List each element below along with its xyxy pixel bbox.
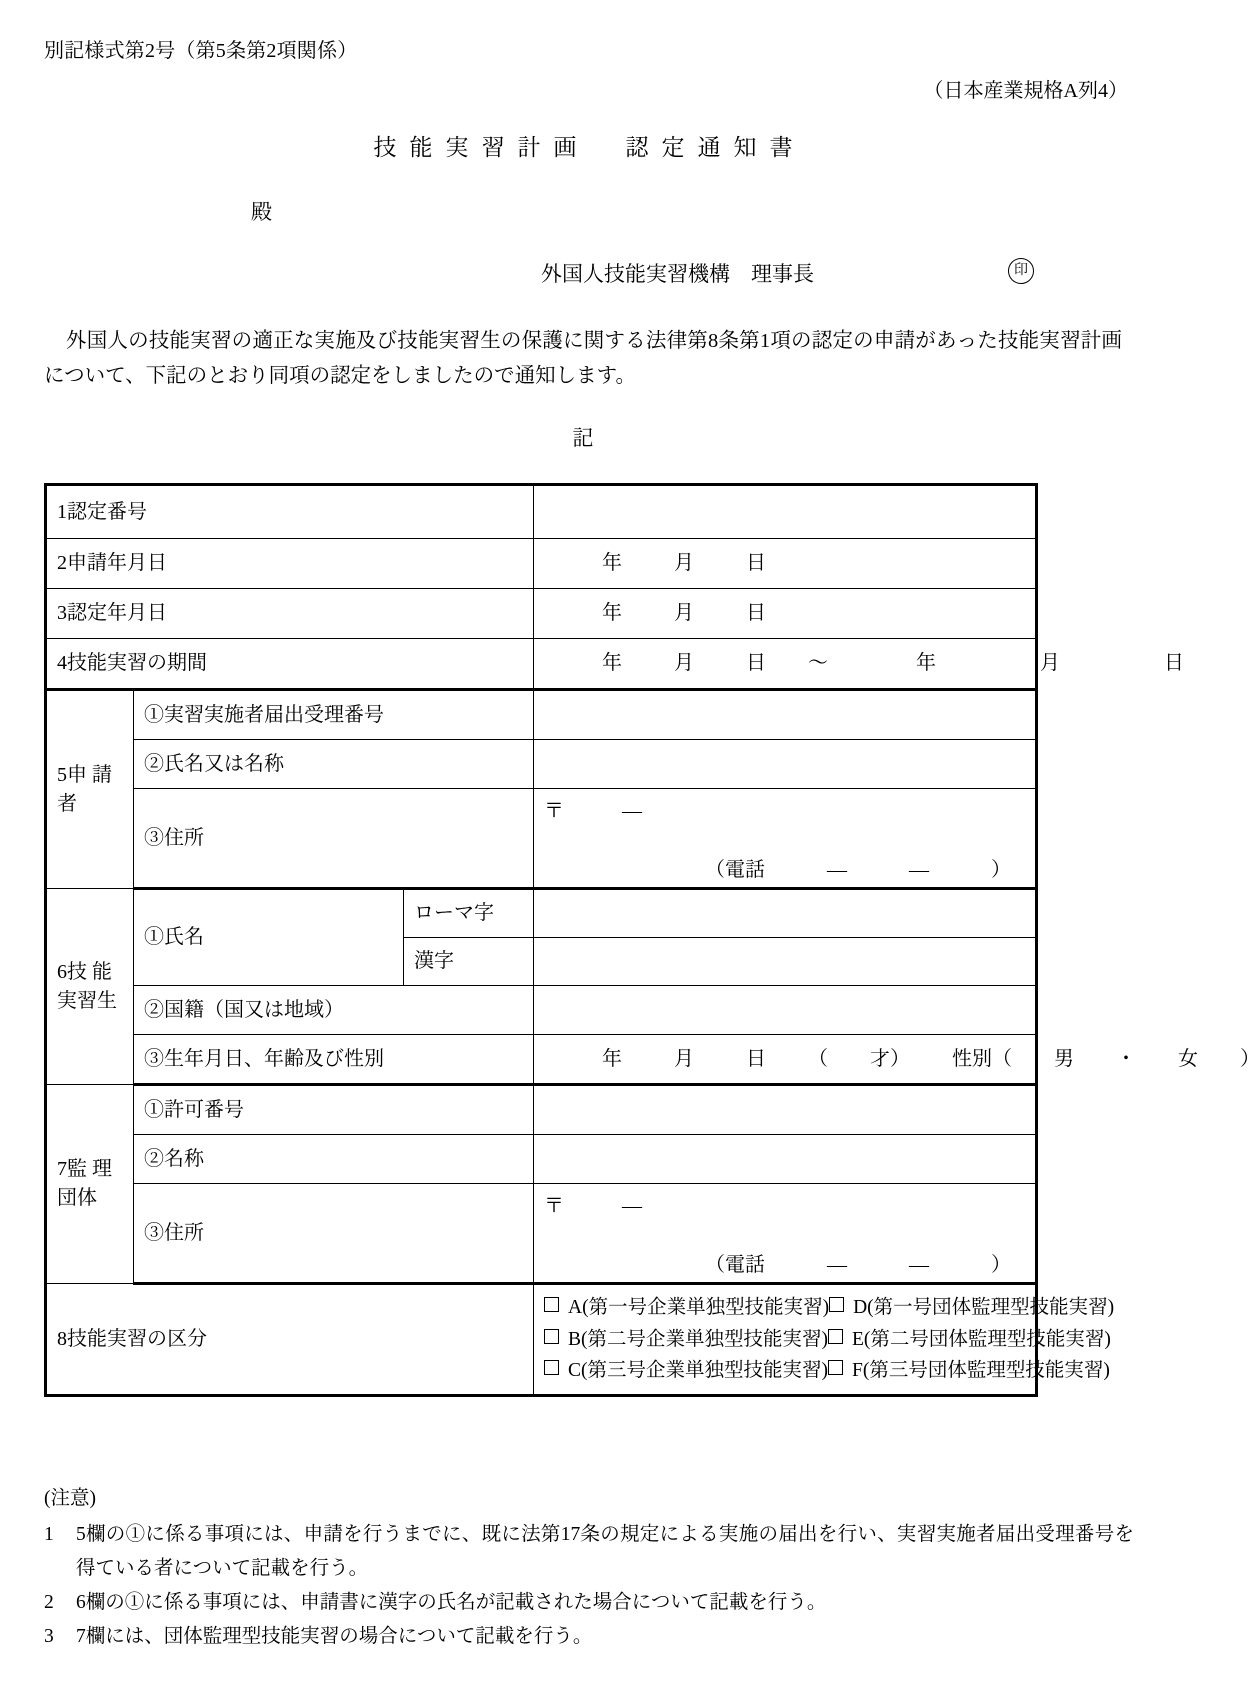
checkbox-option-a[interactable] bbox=[544, 1292, 829, 1324]
section-label-applicant-line2: 者 bbox=[57, 792, 77, 815]
postal-code-icon: 〒 bbox=[544, 800, 565, 822]
applicant-tel-close: ） bbox=[991, 859, 1011, 881]
ki-mark: 記 bbox=[572, 426, 594, 450]
row-label-applicant-name: ②氏名又は名称 bbox=[134, 740, 534, 789]
row-label-supervising-license-number: ①許可番号 bbox=[134, 1085, 534, 1135]
row-value-supervising-license-number[interactable] bbox=[534, 1085, 1037, 1135]
checkbox-option-f[interactable] bbox=[828, 1355, 1110, 1387]
row-value-applicant-name[interactable] bbox=[534, 740, 1037, 789]
row-label-applicant-address: ③住所 bbox=[134, 789, 534, 889]
age-unit: 才） bbox=[870, 1047, 911, 1070]
note-item bbox=[44, 1620, 1134, 1654]
approval-day: 日 bbox=[746, 602, 767, 624]
supervising-tel-dash1: — bbox=[827, 1254, 847, 1276]
checkbox-label-f: F(第三号団体監理型技能実習) bbox=[852, 1360, 1110, 1382]
row-label-training-category: 8技能実習の区分 bbox=[46, 1284, 534, 1396]
gender-male[interactable]: 男 bbox=[1054, 1047, 1075, 1070]
supervising-tel-line bbox=[544, 1221, 1025, 1280]
checkbox-label-a: A(第一号企業単独型技能実習) bbox=[568, 1297, 830, 1318]
gender-separator: ・ bbox=[1116, 1047, 1137, 1070]
applicant-postal-line bbox=[544, 791, 1025, 826]
section-label-trainee bbox=[46, 889, 134, 1085]
table-row bbox=[46, 1184, 1037, 1284]
row-value-certification-number[interactable] bbox=[534, 485, 1037, 539]
checkbox-row bbox=[544, 1292, 1115, 1324]
supervising-tel-dash2: — bbox=[909, 1254, 929, 1276]
checkbox-icon[interactable] bbox=[544, 1297, 559, 1312]
period-from-day: 日 bbox=[746, 652, 767, 674]
birth-day: 日 bbox=[746, 1047, 767, 1070]
row-value-training-period[interactable] bbox=[534, 639, 1185, 690]
table-row bbox=[46, 1135, 1037, 1184]
row-value-trainee-name-romaji[interactable] bbox=[534, 889, 1037, 938]
checkbox-option-c[interactable] bbox=[544, 1355, 828, 1387]
issuer-name: 外国人技能実習機構 理事長 bbox=[541, 262, 814, 286]
issuer-row bbox=[0, 258, 1166, 288]
row-value-trainee-nationality[interactable] bbox=[534, 986, 1037, 1035]
row-label-trainee-name: ①氏名 bbox=[134, 889, 404, 986]
row-value-supervising-name[interactable] bbox=[534, 1135, 1037, 1184]
supervising-postal-dash: — bbox=[622, 1195, 643, 1217]
row-label-trainee-birth: ③生年月日、年齢及び性別 bbox=[134, 1035, 534, 1085]
checkbox-option-e[interactable] bbox=[828, 1324, 1111, 1356]
period-to-month: 月 bbox=[1040, 652, 1061, 674]
note-number: 1 bbox=[44, 1524, 54, 1545]
note-number: 2 bbox=[44, 1592, 54, 1613]
table-row bbox=[46, 690, 1037, 740]
age-open-paren: （ bbox=[808, 1047, 829, 1070]
section-label-trainee-line1: 6技 能 bbox=[57, 960, 112, 983]
section-label-supervising-org-line2: 団体 bbox=[57, 1187, 97, 1209]
row-label-certification-number: 1認定番号 bbox=[46, 485, 534, 539]
form-number: 別記様式第2号（第5条第2項関係） bbox=[44, 40, 358, 62]
checkbox-label-e: E(第二号団体監理型技能実習) bbox=[852, 1328, 1111, 1350]
application-year: 年 bbox=[602, 552, 623, 574]
checkbox-icon[interactable] bbox=[544, 1329, 559, 1344]
section-label-supervising-org bbox=[46, 1085, 134, 1284]
seal-icon: 印 bbox=[1008, 258, 1034, 284]
row-label-training-period: 4技能実習の期間 bbox=[46, 639, 534, 690]
section-label-applicant bbox=[46, 690, 134, 889]
period-from-month: 月 bbox=[674, 652, 695, 674]
row-value-applicant-receipt-number[interactable] bbox=[534, 690, 1037, 740]
checkbox-icon[interactable] bbox=[829, 1297, 844, 1312]
notes-section bbox=[44, 1482, 1134, 1654]
checkbox-option-d[interactable] bbox=[829, 1292, 1114, 1324]
table-row bbox=[46, 740, 1037, 789]
row-label-trainee-nationality: ②国籍（国又は地域） bbox=[134, 986, 534, 1035]
applicant-tel-open: （電話 bbox=[705, 859, 765, 881]
row-label-supervising-name: ②名称 bbox=[134, 1135, 534, 1184]
birth-year: 年 bbox=[602, 1047, 623, 1070]
applicant-tel-dash1: — bbox=[827, 859, 847, 881]
row-label-trainee-name-romaji: ローマ字 bbox=[404, 889, 534, 938]
row-label-application-date: 2申請年月日 bbox=[46, 539, 534, 589]
training-category-options bbox=[544, 1285, 1115, 1394]
checkbox-label-d: D(第一号団体監理型技能実習) bbox=[853, 1297, 1115, 1318]
row-value-supervising-address[interactable] bbox=[534, 1184, 1037, 1284]
row-value-trainee-name-kanji[interactable] bbox=[534, 938, 1037, 986]
row-value-approval-date[interactable] bbox=[534, 589, 1037, 639]
applicant-tel-dash2: — bbox=[909, 859, 929, 881]
section-label-applicant-line1: 5申 請 bbox=[57, 763, 112, 786]
table-row bbox=[46, 986, 1037, 1035]
checkbox-label-b: B(第二号企業単独型技能実習) bbox=[568, 1328, 829, 1350]
addressee-honorific: 殿 bbox=[251, 200, 272, 224]
note-item bbox=[44, 1518, 1134, 1586]
checkbox-row bbox=[544, 1355, 1110, 1387]
period-to-day: 日 bbox=[1164, 652, 1185, 674]
approval-year: 年 bbox=[602, 602, 623, 624]
row-value-trainee-birth[interactable] bbox=[534, 1035, 1260, 1085]
table-row bbox=[46, 1035, 1037, 1085]
notification-form-table bbox=[44, 483, 1260, 1397]
postal-code-icon: 〒 bbox=[544, 1195, 565, 1217]
checkbox-icon[interactable] bbox=[544, 1360, 559, 1375]
table-row bbox=[46, 589, 1037, 639]
note-number: 3 bbox=[44, 1626, 54, 1647]
period-from-year: 年 bbox=[602, 652, 623, 674]
checkbox-option-b[interactable] bbox=[544, 1324, 828, 1356]
approval-month: 月 bbox=[674, 602, 695, 624]
paper-size-note: （日本産業規格A列4） bbox=[923, 80, 1128, 102]
notes-heading: (注意) bbox=[44, 1488, 96, 1509]
table-row bbox=[46, 639, 1037, 690]
note-text: 5欄の①に係る事項には、申請を行うまでに、既に法第17条の規定による実施の届出を行い、実習実施者届出受理番号を得ている者について記載を行う。 bbox=[76, 1524, 1134, 1579]
note-text: 6欄の①に係る事項には、申請書に漢字の氏名が記載された場合について記載を行う。 bbox=[76, 1592, 827, 1613]
table-row bbox=[46, 539, 1037, 589]
row-label-approval-date: 3認定年月日 bbox=[46, 589, 534, 639]
table-row bbox=[46, 789, 1037, 889]
table-row bbox=[46, 1085, 1037, 1135]
row-label-applicant-receipt-number: ①実習実施者届出受理番号 bbox=[134, 690, 534, 740]
application-month: 月 bbox=[674, 552, 695, 574]
checkbox-row bbox=[544, 1324, 1111, 1356]
note-text: 7欄には、団体監理型技能実習の場合について記載を行う。 bbox=[76, 1626, 593, 1647]
table-row bbox=[46, 485, 1037, 539]
applicant-postal-dash: — bbox=[622, 800, 643, 822]
row-value-application-date[interactable] bbox=[534, 539, 1037, 589]
gender-close-paren: ） bbox=[1240, 1047, 1260, 1070]
table-row bbox=[46, 889, 1037, 938]
gender-female[interactable]: 女 bbox=[1178, 1047, 1199, 1070]
row-value-training-category bbox=[534, 1284, 1115, 1396]
row-label-trainee-name-kanji: 漢字 bbox=[404, 938, 534, 986]
note-item bbox=[44, 1586, 1134, 1620]
row-value-applicant-address[interactable] bbox=[534, 789, 1037, 889]
section-label-trainee-line2: 実習生 bbox=[57, 989, 117, 1012]
section-label-supervising-org-line1: 7監 理 bbox=[57, 1158, 112, 1180]
row-label-supervising-address: ③住所 bbox=[134, 1184, 534, 1284]
table-row bbox=[46, 1284, 1037, 1396]
checkbox-icon[interactable] bbox=[828, 1360, 843, 1375]
supervising-tel-close: ） bbox=[991, 1254, 1011, 1276]
supervising-postal-line bbox=[544, 1186, 1025, 1221]
checkbox-label-c: C(第三号企業単独型技能実習) bbox=[568, 1360, 829, 1382]
period-to-year: 年 bbox=[916, 652, 937, 674]
document-title: 技能実習計画 認定通知書 bbox=[373, 135, 806, 160]
checkbox-icon[interactable] bbox=[828, 1329, 843, 1344]
body-paragraph: 外国人の技能実習の適正な実施及び技能実習生の保護に関する法律第8条第1項の認定の申請があった技能実習計画について、下記のとおり同項の認定をしましたので通知します。 bbox=[44, 330, 1122, 387]
gender-label: 性別（ bbox=[952, 1047, 1013, 1070]
application-day: 日 bbox=[746, 552, 767, 574]
birth-month: 月 bbox=[674, 1047, 695, 1070]
period-tilde: ～ bbox=[808, 652, 829, 674]
supervising-tel-open: （電話 bbox=[705, 1254, 765, 1276]
applicant-tel-line bbox=[544, 826, 1025, 885]
